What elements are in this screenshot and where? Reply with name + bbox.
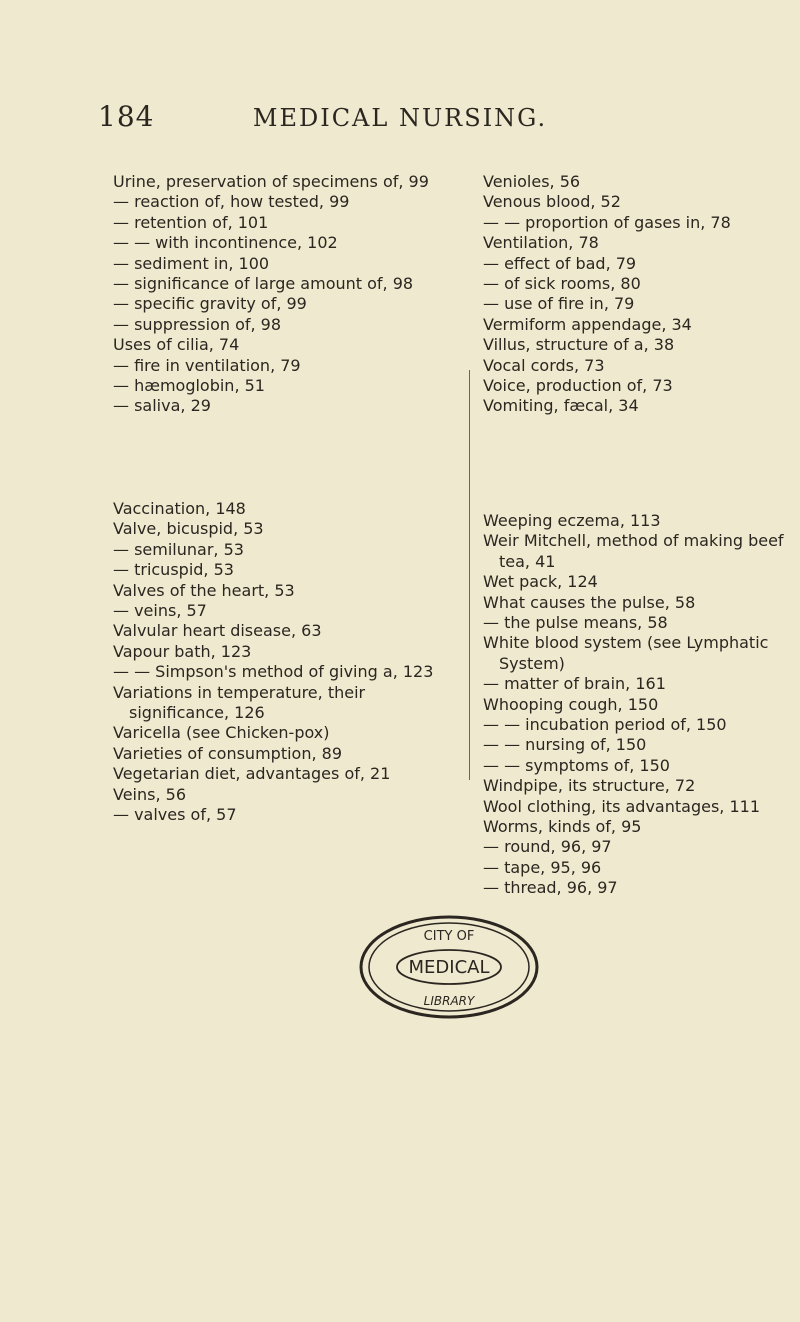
- index-entry: Wool clothing, its advantages, 111: [483, 796, 760, 816]
- index-entry: Wet pack, 124: [483, 572, 598, 592]
- stamp-top-text: CITY OF: [423, 929, 475, 944]
- index-entry: — reaction of, how tested, 99: [113, 192, 350, 212]
- index-entry: Vegetarian diet, advantages of, 21: [113, 764, 391, 784]
- index-entry: Uses of cilia, 74: [113, 335, 240, 355]
- index-entry: Vapour bath, 123: [113, 641, 252, 661]
- index-entry: — — incubation period of, 150: [483, 714, 727, 734]
- index-entry: Vaccination, 148: [113, 498, 246, 518]
- index-entry: Worms, kinds of, 95: [483, 816, 642, 836]
- index-entry: Urine, preservation of specimens of, 99: [113, 172, 429, 191]
- index-entry: — semilunar, 53: [113, 539, 244, 559]
- index-column-left: [113, 172, 463, 825]
- running-title: MEDICAL NURSING.: [252, 104, 548, 132]
- index-entry: Venioles, 56: [483, 172, 581, 191]
- index-entry: — of sick rooms, 80: [483, 274, 641, 294]
- index-entry: — effect of bad, 79: [483, 253, 637, 273]
- index-entry: Ventilation, 78: [483, 233, 599, 253]
- library-stamp: [354, 912, 544, 1022]
- index-entry: Vermiform appendage, 34: [483, 314, 692, 334]
- index-entry: Whooping cough, 150: [483, 694, 659, 714]
- index-entry: — use of fire in, 79: [483, 294, 635, 314]
- index-entry: White blood system (see Lymphatic System): [483, 633, 769, 673]
- index-entry: — valves of, 57: [113, 804, 237, 824]
- index-entry: — round, 96, 97: [483, 837, 612, 857]
- index-entry: — specific gravity of, 99: [113, 294, 307, 314]
- index-entry: Windpipe, its structure, 72: [483, 776, 696, 796]
- index-entry: Varicella (see Chicken-pox): [113, 723, 330, 743]
- index-entry: — hæmoglobin, 51: [113, 376, 265, 396]
- stamp-center-text: MEDICAL: [408, 957, 490, 978]
- index-group-w: [483, 511, 788, 899]
- index-entry: — thread, 96, 97: [483, 878, 618, 898]
- index-entry: — sediment in, 100: [113, 253, 270, 273]
- index-entry: — saliva, 29: [113, 396, 211, 416]
- index-entry: — — with incontinence, 102: [113, 233, 338, 253]
- index-entry: — retention of, 101: [113, 212, 269, 232]
- index-entry: Valves of the heart, 53: [113, 580, 295, 600]
- index-entry: — veins, 57: [113, 600, 207, 620]
- index-entry: Valve, bicuspid, 53: [113, 519, 264, 539]
- index-entry: — tricuspid, 53: [113, 560, 234, 580]
- index-entry: — the pulse means, 58: [483, 612, 668, 632]
- stamp-bottom-text: LIBRARY: [423, 994, 475, 1008]
- index-entry: Veins, 56: [113, 784, 186, 804]
- index-entry: — fire in ventilation, 79: [113, 355, 301, 375]
- index-entry: — suppression of, 98: [113, 314, 282, 334]
- index-entry: — — symptoms of, 150: [483, 755, 670, 775]
- index-entry: — — nursing of, 150: [483, 735, 647, 755]
- index-entry: — matter of brain, 161: [483, 674, 666, 694]
- column-rule: [469, 370, 470, 780]
- index-group-v-cont: [483, 172, 788, 417]
- index-entry: Varieties of consumption, 89: [113, 743, 342, 763]
- index-entry: Villus, structure of a, 38: [483, 335, 675, 355]
- page-number: 184: [98, 100, 155, 133]
- index-group-u: [113, 172, 463, 417]
- index-entry: Weeping eczema, 113: [483, 510, 661, 530]
- index-entry: Valvular heart disease, 63: [113, 621, 322, 641]
- index-entry: — tape, 95, 96: [483, 857, 602, 877]
- index-entry: — — proportion of gases in, 78: [483, 212, 731, 232]
- index-entry: — significance of large amount of, 98: [113, 274, 414, 294]
- index-entry: Vocal cords, 73: [483, 355, 605, 375]
- index-entry: Venous blood, 52: [483, 192, 621, 212]
- index-column-right: [483, 172, 788, 899]
- index-entry: — — Simpson's method of giving a, 123: [113, 662, 434, 682]
- index-entry: What causes the pulse, 58: [483, 592, 696, 612]
- index-entry: Voice, production of, 73: [483, 376, 673, 396]
- index-entry: Variations in temperature, their significance, 126: [113, 682, 366, 722]
- index-entry: Weir Mitchell, method of making beef tea, 41: [483, 531, 784, 571]
- index-entry: Vomiting, fæcal, 34: [483, 396, 639, 416]
- index-group-v: [113, 499, 463, 826]
